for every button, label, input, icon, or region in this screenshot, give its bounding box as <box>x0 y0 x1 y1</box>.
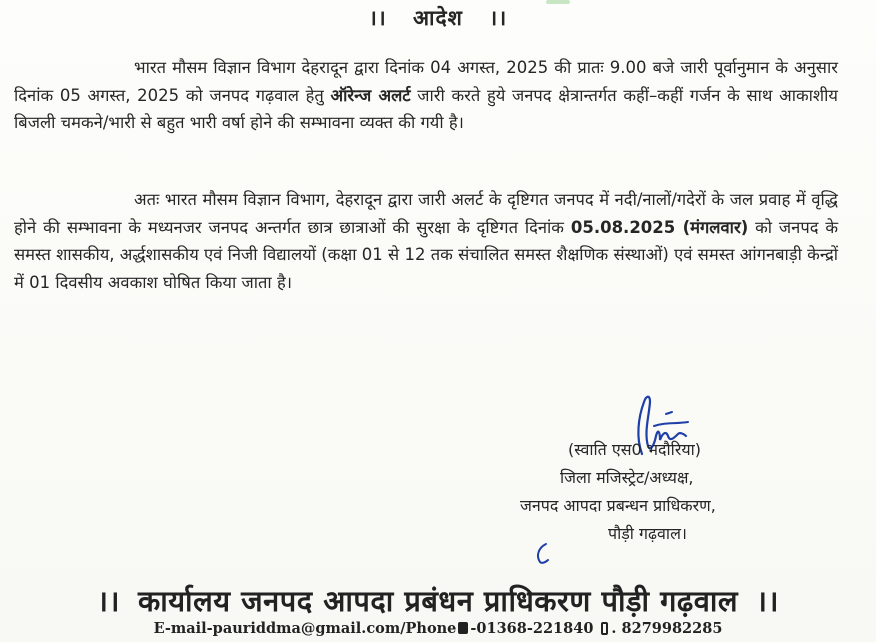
paragraph1-text-after: जारी करते हुये जनपद क्षेत्रान्तर्गत कहीं–कहीं गर्जन के साथ आकाशीय बिजली चमकने/भारी से बहुत भारी वर्षा होने की सम्भावना व्यक्त की गयी है। <box>14 85 838 132</box>
paragraph2-text-before: अतः भारत मौसम विज्ञान विभाग, देहरादून द्वारा जारी अलर्ट के दृष्टिगत जनपद में नदी/नालों/गदेरों के जल प्रवाह में वृद्धि होने की सम्भावना के मध्यनजर जनपद अन्तर्गत छात्र छात्राओं की सुरक्षा के दृष्टिगत दिनांक <box>14 190 838 237</box>
office-title-right-bars: ।। <box>756 584 780 618</box>
office-name: कार्यालय जनपद आपदा प्रबंधन प्राधिकरण पौड़ी गढ़वाल <box>137 584 739 618</box>
order-heading: ।। आदेश ।। <box>368 6 508 30</box>
office-title <box>0 581 876 620</box>
contact-line <box>0 620 876 637</box>
signatory-place: पौड़ी गढ़वाल। <box>608 524 687 543</box>
signatory-authority: जनपद आपदा प्रबन्धन प्राधिकरण, <box>520 496 716 515</box>
mobile-phone-icon <box>601 622 608 635</box>
holiday-date: 05.08.2025 (मंगलवार) <box>570 217 749 237</box>
email-text: E-mail-pauriddma@gmail.com/Phone <box>153 620 457 637</box>
paragraph-holiday-order <box>14 186 838 296</box>
paragraph1-indent <box>14 58 134 77</box>
office-title-left-bars: ।। <box>96 584 120 618</box>
paragraph-forecast <box>14 54 838 137</box>
initial-mark <box>532 540 552 566</box>
paragraph2-text-after: को जनपद के समस्त शासकीय, अर्द्धशासकीय एवं निजी विद्यालयों (कक्षा 01 से 12 तक संचालित समस्त शैक्षणिक संस्थाओं) एवं समस्त आंगनबाड़ी केन्द्रों में 01 दिवसीय अवकाश घोषित किया जाता है। <box>14 217 838 292</box>
signatory-title: जिला मजिस्ट्रेट/अध्यक्ष, <box>560 468 694 487</box>
telephone-icon <box>458 622 468 634</box>
phone-number: -01368-221840 <box>470 620 594 637</box>
paragraph2-indent <box>14 190 134 209</box>
mobile-number: . 8279982285 <box>611 620 723 637</box>
paragraph1-text-before: भारत मौसम विज्ञान विभाग देहरादून द्वारा दिनांक 04 अगस्त, 2025 की प्रातः 9.00 बजे जारी पूर्वानुमान के अनुसार दिनांक 05 अगस्त, 2025 को जनपद गढ़वाल हेतु <box>14 58 838 105</box>
orange-alert-text: ऑरेन्ज अलर्ट <box>330 85 411 105</box>
signatory-name: (स्वाति एस0 भदौरिया) <box>568 440 702 459</box>
signatory-block <box>520 436 820 548</box>
